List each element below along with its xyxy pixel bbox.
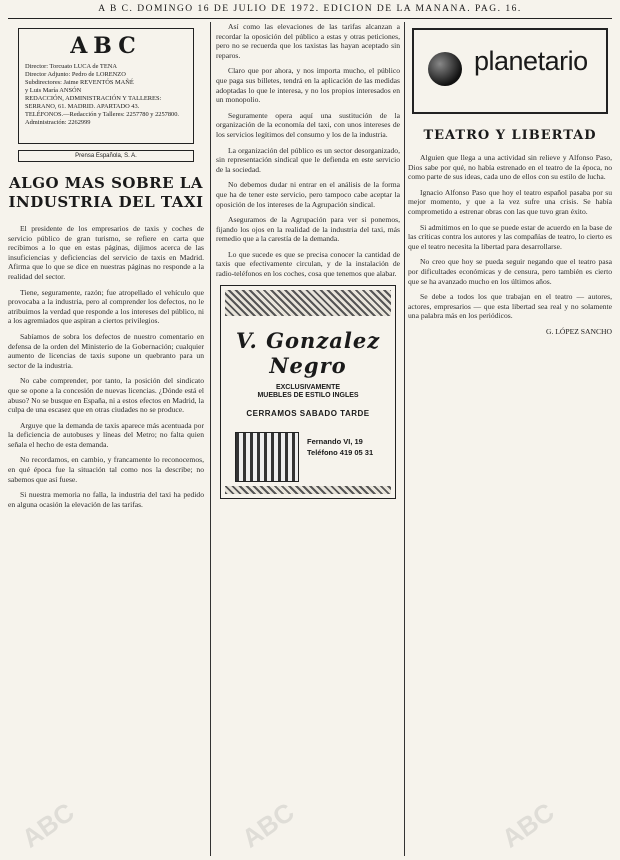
ad-address: Fernando VI, 19 [307,436,363,446]
article-paragraph: Ignacio Alfonso Paso que hoy el teatro español pasaba por su mejor momento, y que a la vez sufre una crisis. Se había comprometido a estrenar obras con las que tuvo gran éxito. [408,187,612,216]
shop-front-illustration [235,432,299,482]
ad-brand: V. Gonzalez Negro [235,327,381,378]
header-rule [8,18,612,19]
article-paragraph: Seguramente opera aquí una sustitución de la organización de la economía del taxi, con unos intereses de los servicios legítimos del consumo y los de la industria. [216,110,400,139]
masthead-line: Subdirectores: Jaime REVENTÓS MAÑÉ [25,79,134,86]
article-paragraph: Alguien que llega a una actividad sin relieve y Alfonso Paso, Dios sabe por qué, no había estrenado en el teatro de la época, no como parte de sus ideas, cada uno de ellos con su estilo de lucha. [408,153,612,182]
ad-address-block [307,436,395,458]
author-signature: G. LÓPEZ SANCHO [545,326,612,336]
watermark: ABC [496,796,560,854]
globe-icon [428,52,462,86]
ad-ornament [225,290,391,316]
article-headline: ALGO MAS SOBRE LA INDUSTRIA DEL TAXI [8,174,204,211]
article-paragraph: Arguye que la demanda de taxis aparece más acentuada por la deficiencia de autobuses y líneas del Metro; no falta quien señala el hecho de esta demanda. [8,420,204,449]
publisher-box: Prensa Española, S. A. [18,150,194,162]
masthead-line: Director: Torcuato LUCA de TENA [25,63,117,70]
watermark: ABC [16,796,80,854]
ad-line: EXCLUSIVAMENTE [275,383,341,391]
article-paragraph: Si admitimos en lo que se puede estar de acuerdo en la base de las críticas contra los autores y las compañías de teatro, lo cierto es que el teatro necesita la libertad para desarrollarse. [408,222,612,251]
article-paragraph: Si nuestra memoria no falla, la industria del taxi ha pedido en alguna ocasión la elevación de las tarifas. [8,490,204,509]
furniture-advertisement [220,285,396,499]
planetario-logo: planetario [474,46,588,76]
article-paragraph: No cabe comprender, por tanto, la posición del sindicato que se opone a la concesión de nuevas licencias. ¿Dónde está el abuso? No se busque en España, ni a estos efectos en Madrid, la culpa de una escasez que en otras ciudades no se produce. [8,376,204,415]
article-paragraph: No recordamos, en cambio, y francamente lo reconocemos, en qué época fue la situación tal como nos la describe; no sabemos que así fuese. [8,455,204,484]
column-middle [216,22,400,856]
article-headline: TEATRO Y LIBERTAD [423,128,597,143]
article-paragraph: Lo que sucede es que se precisa conocer la cantidad de taxis que efectivamente circulan, y de la instalación de radio-teléfonos en los coches, cosa que tenemos que alabar. [216,249,400,279]
masthead-line: Director Adjunto: Pedro de LORENZO [25,71,126,78]
column-left [8,22,204,856]
planetario-box [412,28,608,114]
article-paragraph: Claro que por ahora, y nos importa mucho, el público que paga sus billetes, tendrá en la aplicación de las medidas adoptadas lo que le interesa, y no los propios interesados en un monopolio. [216,66,400,105]
ad-ornament [225,486,391,494]
ad-line: MUEBLES DE ESTILO INGLES [257,391,359,399]
article-paragraph: El presidente de los empresarios de taxis y coches de servicio público de gran turismo, se refiere en carta que recibimos a lo que en estas páginas, dijimos acerca de las insuficiencias y deficiencias del servicio de taxis en Madrid. Afirma que lo que se dice en nuestras páginas no responde a la realidad del sector. [8,224,204,281]
article-paragraph: Sabíamos de sobra los defectos de nuestro comentario en defensa de la orden del Ministerio de la Gobernación; cualquier aumento de licencias de taxis supone un quebranto para un sector de la industria. [8,331,204,370]
article-paragraph: Se debe a todos los que trabajan en el teatro — autores, actores, empresarios — que esta libertad sea real y no solamente una palabra más en los periódicos. [408,292,612,321]
ad-phone: Teléfono 419 05 31 [307,447,374,457]
page-header: A B C. DOMINGO 16 DE JULIO DE 1972. EDICION DE LA MAÑANA. PAG. 16. [98,4,522,14]
column-divider [404,22,405,856]
column-right [408,22,612,856]
watermark: ABC [236,796,300,854]
masthead-box [18,28,194,144]
article-paragraph: Aseguramos de la Agrupación para ver si ponemos, fijando los ojos en la realidad de la industria del taxi, más remedio que a la carestía de la demanda. [216,215,400,244]
abc-logo: ABC [70,33,142,59]
masthead-line: y Luis María ANSÓN [25,87,82,94]
article-paragraph: No creo que hoy se pueda seguir negando que el teatro pasa por dificultades económicas y de censura, pero también es cierto que se ha avanzado mucho en los últimos años. [408,257,612,286]
article-paragraph: Tiene, seguramente, razón; fue atropellado el vehículo que provocaba a la industria, pero al comprender los defectos, no le atribuimos la verdad que responde a los intereses del público, ni a los agremiados que aspiran a ciertos privilegios. [8,287,204,326]
article-paragraph: La organización del público es un sector desorganizado, sin representación sindical que le defienda en este servicio de la sociedad. [216,145,400,174]
column-divider [210,22,211,856]
masthead-line: TELÉFONOS.—Redacción y Talleres: 2257780 y 2257800. Administración: 2262999 [25,111,180,126]
article-paragraph: Así como las elevaciones de las tarifas alcanzan a recordar la oposición del público a estas y otras peticiones, pero no se recuerda que los taxistas las hayan aceptado sin reparos. [216,22,400,60]
article-paragraph: No debemos dudar ni entrar en el análisis de la forma que ha de tener este servicio, pero tampoco cabe aceptar la oposición de los intereses de la Agrupación sindical. [216,180,400,209]
ad-closed: CERRAMOS SABADO TARDE [246,408,370,418]
masthead-line: REDACCIÓN, ADMINISTRACIÓN Y TALLERES: SERRANO, 61. MADRID. APARTADO 43. [25,95,162,110]
